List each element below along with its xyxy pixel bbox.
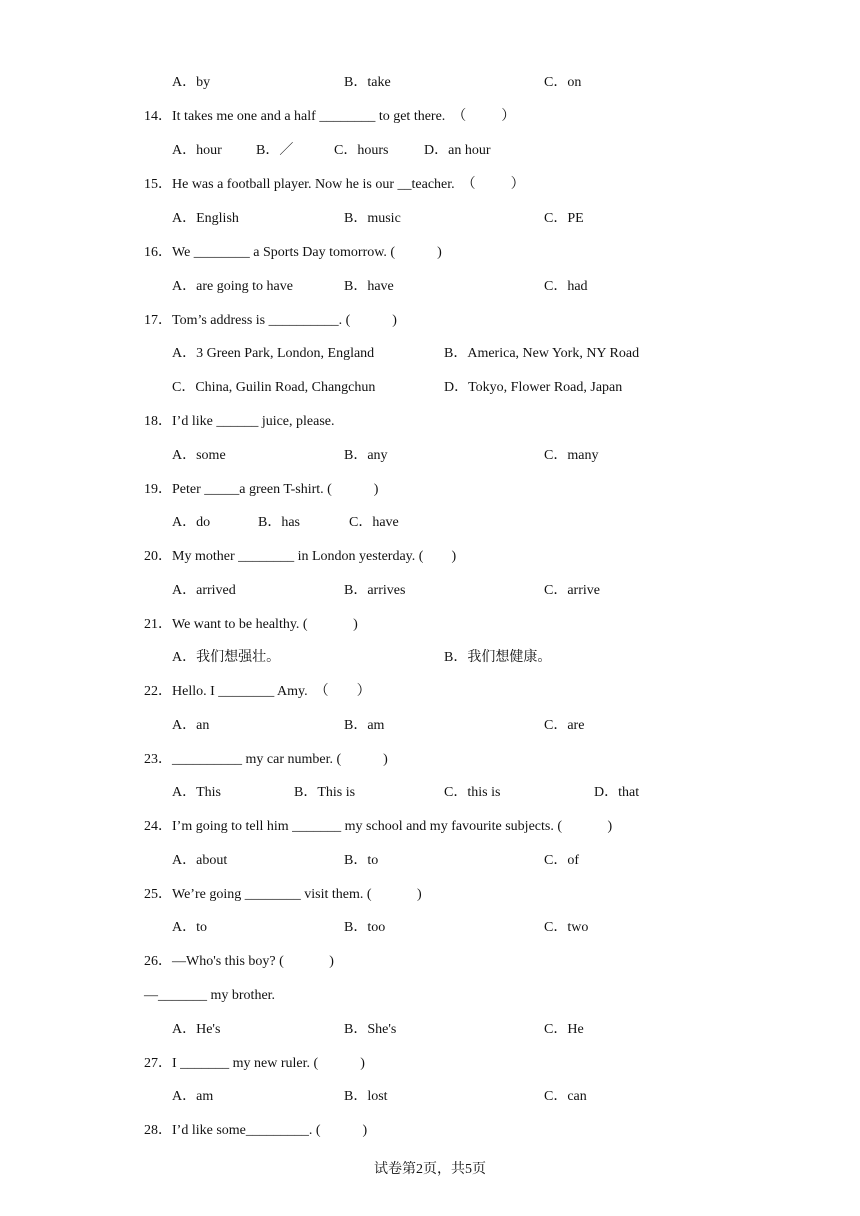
option-a: A．English xyxy=(172,211,239,226)
question-19: 19．Peter _____a green T-shirt. ( ) xyxy=(144,482,379,497)
option-d: D．an hour xyxy=(424,143,491,158)
option-c: C．PE xyxy=(544,211,584,226)
option-c: C．arrive xyxy=(544,583,600,598)
option-a: A．do xyxy=(172,515,211,530)
question-22: 22．Hello. I ________ Amy. （ ） xyxy=(144,684,371,699)
question-25: 25．We’re going ________ visit them. ( ) xyxy=(144,887,422,902)
question-21: 21．We want to be healthy. ( ) xyxy=(144,617,358,632)
option-a: A．我们想强壮。 xyxy=(172,650,281,665)
option-c: C．this is xyxy=(444,785,501,800)
question-28: 28．I’d like some_________. ( ) xyxy=(144,1123,368,1138)
page-footer: 试卷第2页，共5页 xyxy=(374,1162,486,1177)
option-a: A．are going to have xyxy=(172,279,293,294)
option-d: D．that xyxy=(594,785,640,800)
option-b: B．have xyxy=(344,279,394,294)
question-24: 24．I’m going to tell him _______ my school and my favourite subjects. ( ) xyxy=(144,819,613,834)
option-b: B．arrives xyxy=(344,583,406,598)
option-c: C．two xyxy=(544,920,589,935)
question-15: 15．He was a football player. Now he is our __teacher. （ ） xyxy=(144,177,525,192)
option-a: A．arrived xyxy=(172,583,236,598)
question-23: 23．__________ my car number. ( ) xyxy=(144,752,388,767)
option-b: B．has xyxy=(258,515,300,530)
option-a: A．some xyxy=(172,448,226,463)
question-14: 14．It takes me one and a half ________ to get there. （ ） xyxy=(144,109,516,124)
option-c: C．have xyxy=(349,515,399,530)
option-a: A．to xyxy=(172,920,207,935)
option-c: C．many xyxy=(544,448,599,463)
option-b: B．lost xyxy=(344,1089,388,1104)
option-b: B．She's xyxy=(344,1022,397,1037)
option-c: C．are xyxy=(544,718,585,733)
option-b: B．any xyxy=(344,448,388,463)
option-c: C．China, Guilin Road, Changchun xyxy=(172,380,376,395)
option-c: C．hours xyxy=(334,143,389,158)
option-b: B．music xyxy=(344,211,401,226)
option-a: A．an xyxy=(172,718,210,733)
option-b: B．America, New York, NY Road xyxy=(444,346,640,361)
option-c: C．He xyxy=(544,1022,584,1037)
option-a: A．hour xyxy=(172,143,222,158)
question-27: 27．I _______ my new ruler. ( ) xyxy=(144,1056,365,1071)
option-a: A．He's xyxy=(172,1022,221,1037)
option-a: A．3 Green Park, London, England xyxy=(172,346,375,361)
option-b: B．am xyxy=(344,718,385,733)
option-a: A．am xyxy=(172,1089,214,1104)
question-26: 26．—Who's this boy? ( ) xyxy=(144,954,334,969)
option-c: C．can xyxy=(544,1089,587,1104)
question-17: 17．Tom’s address is __________. ( ) xyxy=(144,313,397,328)
option-d: D．Tokyo, Flower Road, Japan xyxy=(444,380,623,395)
option-c: C．of xyxy=(544,853,579,868)
question-16: 16．We ________ a Sports Day tomorrow. ( ) xyxy=(144,245,442,260)
option-b: B．too xyxy=(344,920,386,935)
option-c: C．had xyxy=(544,279,588,294)
option-a: A．about xyxy=(172,853,228,868)
question-18: 18．I’d like ______ juice, please. xyxy=(144,414,335,429)
question-20: 20．My mother ________ in London yesterday. ( ) xyxy=(144,549,457,564)
option-a: A．This xyxy=(172,785,221,800)
option-b: B．This is xyxy=(294,785,356,800)
option-c: C．on xyxy=(544,75,582,90)
option-b: B．／ xyxy=(256,143,294,158)
option-b: B．take xyxy=(344,75,391,90)
option-a: A．by xyxy=(172,75,211,90)
option-b: B．to xyxy=(344,853,379,868)
answer-line-26: —_______ my brother. xyxy=(144,988,276,1003)
option-b: B．我们想健康。 xyxy=(444,650,552,665)
